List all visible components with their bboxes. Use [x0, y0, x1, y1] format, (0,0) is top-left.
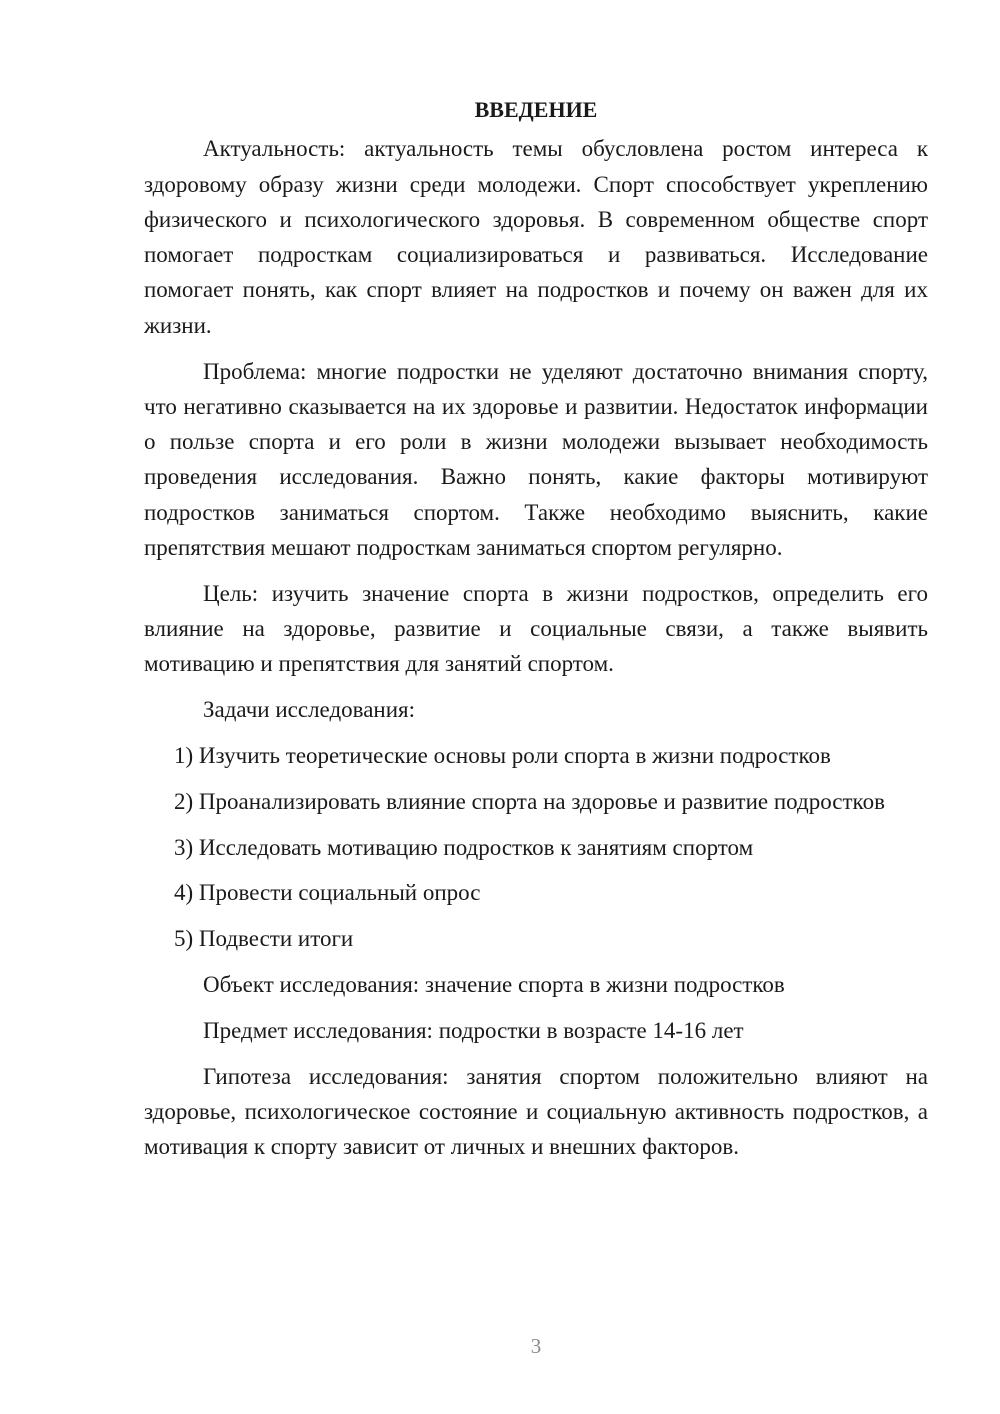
- page-content: [144, 92, 928, 1175]
- task-item-2: 2) Проанализировать влияние спорта на здоровье и развитие подростков: [174, 788, 885, 814]
- research-hypothesis: Гипотеза исследования: занятия спортом положительно влияют на здоровье, психологическое состояние и социальную активность подростков, а мотивация к спорту зависит от личных и внешних факторов.: [144, 1063, 928, 1160]
- research-subject: Предмет исследования: подростки в возрасте 14-16 лет: [203, 1017, 744, 1043]
- tasks-heading: Задачи исследования:: [203, 697, 416, 723]
- relevance-paragraph: Актуальность: актуальность темы обусловлена ростом интереса к здоровому образу жизни среди молодежи. Спорт способствует укреплению физического и психологического здоровья. В современном обществе спорт помогает подросткам социализироваться и развиваться. Исследование помогает понять, как спорт влияет на подростков и почему он важен для их жизни.: [144, 136, 928, 338]
- tasks-list: [144, 738, 928, 956]
- task-item-4: 4) Провести социальный опрос: [174, 880, 481, 906]
- goal-paragraph: Цель: изучить значение спорта в жизни подростков, определить его влияние на здоровье, развитие и социальные связи, а также выявить мотивацию и препятствия для занятий спортом.: [144, 580, 928, 677]
- task-item-3: 3) Исследовать мотивацию подростков к занятиям спортом: [174, 834, 754, 860]
- research-object: Объект исследования: значение спорта в жизни подростков: [203, 972, 785, 998]
- problem-paragraph: Проблема: многие подростки не уделяют достаточно внимания спорту, что негативно сказывается на их здоровье и развитии. Недостаток информации о пользе спорта и его роли в жизни молодежи вызывает необходимость проведения исследования. Важно понять, какие факторы мотивируют подростков заниматься спортом. Также необходимо выяснить, какие препятствия мешают подросткам заниматься спортом регулярно.: [144, 358, 928, 561]
- task-item-5: 5) Подвести итоги: [174, 926, 354, 952]
- page-title: ВВЕДЕНИЕ: [474, 97, 598, 122]
- page-number: 3: [530, 1334, 542, 1358]
- task-item-1: 1) Изучить теоретические основы роли спорта в жизни подростков: [174, 743, 831, 769]
